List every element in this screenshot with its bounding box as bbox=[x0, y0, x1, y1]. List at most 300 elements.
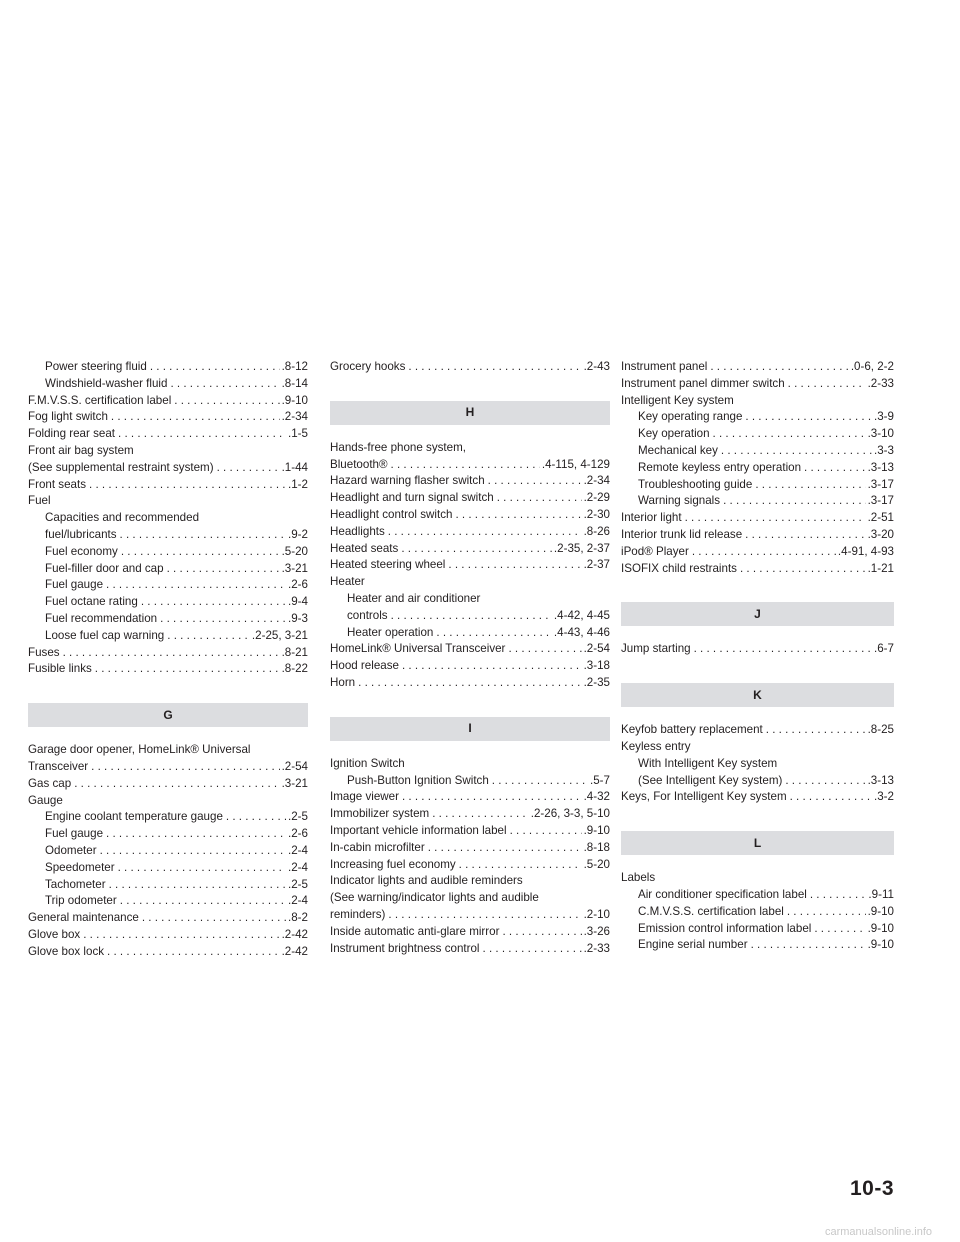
index-entry bbox=[621, 561, 894, 578]
index-entry-page: .1-2 bbox=[288, 477, 308, 491]
index-entry bbox=[28, 611, 308, 628]
dot-leader bbox=[118, 860, 286, 877]
index-heading-text: Indicator lights and audible reminders bbox=[330, 874, 523, 888]
index-heading bbox=[330, 591, 610, 608]
index-entry-term: Fuel octane rating bbox=[45, 595, 138, 609]
index-entry-page: .2-54 bbox=[281, 759, 308, 773]
index-entry-page: .4-32 bbox=[583, 790, 610, 804]
index-entry-term: Fuel recommendation bbox=[45, 611, 158, 625]
index-entry-page: .3-26 bbox=[583, 924, 610, 938]
index-heading bbox=[28, 493, 308, 510]
index-entry bbox=[621, 409, 894, 426]
index-entry bbox=[28, 826, 308, 843]
index-entry bbox=[621, 921, 894, 938]
index-entry-term: Fuel gauge bbox=[45, 827, 104, 841]
index-entry bbox=[28, 477, 308, 494]
dot-leader bbox=[448, 557, 581, 574]
index-entry bbox=[28, 577, 308, 594]
index-entry-page: .2-54 bbox=[583, 642, 610, 656]
index-entry bbox=[28, 460, 308, 477]
index-entry-term: Speedometer bbox=[45, 860, 115, 874]
index-entry bbox=[28, 409, 308, 426]
index-heading bbox=[621, 756, 894, 773]
index-entry-page: .8-2 bbox=[288, 911, 308, 925]
dot-leader bbox=[710, 359, 848, 376]
dot-leader bbox=[694, 641, 872, 658]
index-entry-term: Inside automatic anti-glare mirror bbox=[330, 924, 500, 938]
index-entry bbox=[621, 359, 894, 376]
dot-leader bbox=[391, 457, 540, 474]
index-entry-page: .9-11 bbox=[868, 887, 894, 901]
dot-leader bbox=[745, 409, 872, 426]
index-entry-page: .2-35, 2-37 bbox=[553, 541, 610, 555]
index-entry-term: Interior light bbox=[621, 511, 682, 525]
dot-leader bbox=[804, 460, 866, 477]
index-entry bbox=[621, 376, 894, 393]
index-entry-page: .2-33 bbox=[867, 376, 894, 390]
index-entry-page: .5-7 bbox=[590, 773, 610, 787]
dot-leader bbox=[167, 628, 250, 645]
dot-leader bbox=[106, 577, 286, 594]
index-entry-page: .4-115, 4-129 bbox=[541, 457, 610, 471]
index-entry-page: .3-13 bbox=[867, 460, 894, 474]
index-entry-page: .0-6, 2-2 bbox=[850, 360, 894, 373]
page-number: 10-3 bbox=[849, 1177, 894, 1200]
index-entry-page: .3-18 bbox=[583, 659, 610, 673]
dot-leader bbox=[402, 789, 582, 806]
dot-leader bbox=[790, 789, 872, 806]
index-entry-term: Image viewer bbox=[330, 790, 399, 804]
index-entry bbox=[330, 857, 610, 874]
dot-leader bbox=[685, 510, 866, 527]
index-entry bbox=[330, 359, 610, 376]
dot-leader bbox=[755, 477, 865, 494]
index-entry bbox=[28, 776, 308, 793]
index-entry-page: .8-12 bbox=[281, 360, 308, 373]
index-entry-page: .2-4 bbox=[288, 860, 308, 874]
index-entry-page: .3-20 bbox=[867, 527, 894, 541]
index-entry-page: .4-91, 4-93 bbox=[837, 544, 894, 558]
index-entry-page: .9-10 bbox=[867, 904, 894, 918]
index-entry-page: .8-26 bbox=[583, 524, 610, 538]
dot-leader bbox=[408, 359, 581, 376]
index-entry-term: Trip odometer bbox=[45, 894, 117, 908]
index-heading bbox=[330, 890, 610, 907]
index-heading-text: Intelligent Key system bbox=[621, 393, 734, 407]
dot-leader bbox=[100, 843, 286, 860]
index-entry bbox=[330, 473, 610, 490]
index-entry-term: Heated seats bbox=[330, 541, 399, 555]
index-entry bbox=[28, 843, 308, 860]
index-entry-term: Engine coolant temperature gauge bbox=[45, 810, 223, 824]
dot-leader bbox=[226, 809, 286, 826]
index-entry-term: Tachometer bbox=[45, 877, 106, 891]
index-heading-text: Heater and air conditioner bbox=[347, 591, 481, 605]
index-entry-term: Horn bbox=[330, 675, 356, 689]
index-heading-text: Ignition Switch bbox=[330, 756, 405, 770]
index-entry bbox=[330, 941, 610, 958]
index-entry bbox=[28, 594, 308, 611]
index-entry bbox=[621, 510, 894, 527]
index-heading bbox=[330, 873, 610, 890]
dot-leader bbox=[142, 910, 286, 927]
index-entry bbox=[28, 426, 308, 443]
index-entry-page: .5-20 bbox=[583, 857, 610, 871]
dot-leader bbox=[497, 490, 582, 507]
index-entry-term: Key operation bbox=[638, 427, 710, 441]
index-entry-page: .4-43, 4-46 bbox=[553, 625, 610, 639]
index-heading-text: Heater bbox=[330, 575, 365, 589]
index-entry-term: Troubleshooting guide bbox=[638, 477, 753, 491]
dot-leader bbox=[106, 826, 286, 843]
index-entry-term: Interior trunk lid release bbox=[621, 527, 743, 541]
index-entry bbox=[28, 759, 308, 776]
index-entry-term: (See Intelligent Key system) bbox=[638, 773, 783, 787]
index-entry-page: .2-6 bbox=[288, 827, 308, 841]
index-entry-page: .2-26, 3-3, 5-10 bbox=[530, 807, 610, 821]
dot-leader bbox=[510, 823, 582, 840]
index-entry bbox=[330, 823, 610, 840]
index-entry bbox=[28, 645, 308, 662]
dot-leader bbox=[459, 857, 582, 874]
index-entry-term: Headlights bbox=[330, 524, 385, 538]
section-letter-header: K bbox=[621, 683, 894, 707]
index-entry bbox=[28, 809, 308, 826]
index-entry-term: Fuel-filler door and cap bbox=[45, 561, 164, 575]
index-entry bbox=[621, 544, 894, 561]
index-entry bbox=[330, 457, 610, 474]
index-entry-page: .9-2 bbox=[288, 527, 308, 541]
index-heading-text: (See warning/indicator lights and audible bbox=[330, 891, 539, 905]
index-heading bbox=[28, 443, 308, 460]
index-entry-term: Windshield-washer fluid bbox=[45, 376, 168, 390]
index-entry bbox=[28, 393, 308, 410]
index-entry bbox=[28, 628, 308, 645]
watermark: carmanualsonline.info bbox=[824, 1226, 932, 1238]
index-entry-term: Jump starting bbox=[621, 642, 691, 656]
section-letter-header: H bbox=[330, 401, 610, 425]
index-entry bbox=[621, 789, 894, 806]
dot-leader bbox=[721, 443, 872, 460]
index-entry bbox=[330, 641, 610, 658]
dot-leader bbox=[508, 641, 581, 658]
dot-leader bbox=[107, 944, 280, 961]
index-entry-term: Key operating range bbox=[638, 410, 743, 424]
section-letter-header: I bbox=[330, 717, 610, 741]
index-column-2 bbox=[330, 359, 610, 957]
index-entry-term: fuel/lubricants bbox=[45, 527, 117, 541]
index-entry-page: .2-30 bbox=[583, 507, 610, 521]
index-column-3 bbox=[621, 359, 894, 954]
index-entry-page: .6-7 bbox=[874, 642, 894, 656]
index-entry bbox=[621, 887, 894, 904]
index-entry-term: Important vehicle information label bbox=[330, 823, 507, 837]
index-entry-page: .2-6 bbox=[288, 578, 308, 592]
index-entry-page: .2-34 bbox=[281, 410, 308, 424]
index-entry-page: .2-4 bbox=[288, 894, 308, 908]
index-heading-text: Keyless entry bbox=[621, 739, 691, 753]
index-entry-page: .3-21 bbox=[281, 776, 308, 790]
index-entry-page: .8-18 bbox=[583, 840, 610, 854]
index-heading-text: Garage door opener, HomeLink® Universal bbox=[28, 743, 251, 757]
index-entry-term: Fuses bbox=[28, 645, 60, 659]
dot-leader bbox=[95, 661, 280, 678]
index-entry-page: .8-14 bbox=[281, 376, 308, 390]
index-entry-page: .2-51 bbox=[867, 511, 894, 525]
dot-leader bbox=[89, 477, 286, 494]
dot-leader bbox=[91, 759, 279, 776]
dot-leader bbox=[751, 937, 866, 954]
index-entry-page: .3-9 bbox=[874, 410, 894, 424]
index-entry-page: .2-37 bbox=[583, 558, 610, 572]
index-entry-page: .5-20 bbox=[281, 544, 308, 558]
index-entry-term: Glove box lock bbox=[28, 944, 105, 958]
index-entry-page: .8-22 bbox=[281, 662, 308, 676]
index-entry-page: .2-5 bbox=[288, 877, 308, 891]
dot-leader bbox=[692, 544, 836, 561]
dot-leader bbox=[150, 359, 280, 376]
index-entry-page: .2-43 bbox=[583, 360, 610, 373]
index-entry bbox=[28, 359, 308, 376]
dot-leader bbox=[109, 877, 286, 894]
index-entry-page: .1-5 bbox=[288, 427, 308, 441]
dot-leader bbox=[174, 393, 279, 410]
index-entry-page: .2-4 bbox=[288, 843, 308, 857]
index-entry-term: controls bbox=[347, 608, 388, 622]
index-entry-term: Loose fuel cap warning bbox=[45, 628, 165, 642]
index-entry-term: Headlight and turn signal switch bbox=[330, 491, 494, 505]
index-entry bbox=[621, 641, 894, 658]
index-heading bbox=[621, 870, 894, 887]
index-entry-page: .8-25 bbox=[867, 723, 894, 737]
dot-leader bbox=[111, 409, 280, 426]
index-entry-term: Hood release bbox=[330, 659, 399, 673]
index-entry-term: Instrument panel bbox=[621, 360, 708, 373]
index-heading bbox=[621, 393, 894, 410]
index-entry-page: .3-17 bbox=[867, 494, 894, 508]
index-entry bbox=[28, 561, 308, 578]
index-entry-page: .3-3 bbox=[874, 443, 894, 457]
index-entry bbox=[621, 493, 894, 510]
dot-leader bbox=[74, 776, 279, 793]
index-entry-term: Bluetooth® bbox=[330, 457, 388, 471]
index-entry-term: Gas cap bbox=[28, 776, 72, 790]
index-heading-text: Labels bbox=[621, 871, 656, 885]
dot-leader bbox=[787, 904, 866, 921]
dot-leader bbox=[141, 594, 286, 611]
index-entry-page: .9-10 bbox=[281, 393, 308, 407]
dot-leader bbox=[745, 527, 865, 544]
index-entry bbox=[28, 910, 308, 927]
index-entry-page: .9-10 bbox=[867, 921, 894, 935]
index-entry-page: .3-17 bbox=[867, 477, 894, 491]
index-heading bbox=[28, 742, 308, 759]
index-entry-page: .9-10 bbox=[583, 823, 610, 837]
index-entry-term: Heater operation bbox=[347, 625, 434, 639]
dot-leader bbox=[83, 927, 279, 944]
dot-leader bbox=[788, 376, 866, 393]
index-heading bbox=[330, 756, 610, 773]
index-entry bbox=[28, 661, 308, 678]
index-entry bbox=[330, 608, 610, 625]
dot-leader bbox=[766, 722, 866, 739]
index-entry-page: .2-10 bbox=[583, 907, 610, 921]
index-entry bbox=[621, 937, 894, 954]
index-entry bbox=[330, 907, 610, 924]
dot-leader bbox=[388, 907, 581, 924]
index-entry-page: .3-21 bbox=[281, 561, 308, 575]
dot-leader bbox=[432, 806, 529, 823]
index-entry-term: Odometer bbox=[45, 843, 97, 857]
index-heading-text: With Intelligent Key system bbox=[638, 756, 778, 770]
dot-leader bbox=[120, 527, 286, 544]
index-entry-term: (See supplemental restraint system) bbox=[28, 460, 214, 474]
dot-leader bbox=[63, 645, 280, 662]
index-entry bbox=[621, 426, 894, 443]
dot-leader bbox=[401, 541, 552, 558]
index-entry bbox=[621, 477, 894, 494]
index-entry-page: .1-21 bbox=[867, 561, 894, 575]
section-letter-header: G bbox=[28, 703, 308, 727]
dot-leader bbox=[358, 675, 581, 692]
dot-leader bbox=[170, 376, 279, 393]
index-entry-term: Immobilizer system bbox=[330, 807, 430, 821]
index-entry bbox=[28, 860, 308, 877]
dot-leader bbox=[488, 473, 582, 490]
index-entry bbox=[330, 557, 610, 574]
index-entry bbox=[330, 789, 610, 806]
index-entry-term: Instrument brightness control bbox=[330, 941, 480, 955]
index-entry-term: Air conditioner specification label bbox=[638, 887, 807, 901]
index-heading-text: Hands-free phone system, bbox=[330, 440, 466, 454]
index-entry-term: Instrument panel dimmer switch bbox=[621, 376, 785, 390]
index-entry-term: HomeLink® Universal Transceiver bbox=[330, 642, 506, 656]
index-entry-page: .4-42, 4-45 bbox=[553, 608, 610, 622]
index-entry-page: .2-35 bbox=[583, 675, 610, 689]
index-entry-page: .3-13 bbox=[867, 773, 894, 787]
index-entry-term: Power steering fluid bbox=[45, 360, 147, 373]
dot-leader bbox=[167, 561, 280, 578]
index-entry-term: Fuel economy bbox=[45, 544, 118, 558]
dot-leader bbox=[502, 924, 581, 941]
index-entry bbox=[621, 443, 894, 460]
index-entry bbox=[28, 544, 308, 561]
index-heading bbox=[330, 440, 610, 457]
index-entry-term: Glove box bbox=[28, 927, 81, 941]
index-entry-term: Transceiver bbox=[28, 759, 89, 773]
index-entry bbox=[330, 924, 610, 941]
index-heading-text: Fuel bbox=[28, 494, 51, 508]
index-entry-term: Remote keyless entry operation bbox=[638, 460, 802, 474]
index-entry-page: .3-10 bbox=[867, 427, 894, 441]
index-entry bbox=[28, 527, 308, 544]
index-entry-page: .8-21 bbox=[281, 645, 308, 659]
index-entry-term: Headlight control switch bbox=[330, 507, 453, 521]
dot-leader bbox=[391, 608, 552, 625]
index-entry bbox=[330, 658, 610, 675]
index-entry bbox=[330, 625, 610, 642]
section-letter-header: J bbox=[621, 602, 894, 626]
index-entry-term: Keys, For Intelligent Key system bbox=[621, 790, 787, 804]
dot-leader bbox=[388, 524, 582, 541]
index-heading-text: Capacities and recommended bbox=[45, 511, 200, 525]
index-entry-term: Increasing fuel economy bbox=[330, 857, 456, 871]
dot-leader bbox=[492, 773, 588, 790]
index-entry-term: In-cabin microfilter bbox=[330, 840, 425, 854]
index-entry bbox=[330, 490, 610, 507]
index-heading bbox=[28, 793, 308, 810]
dot-leader bbox=[118, 426, 286, 443]
index-entry bbox=[330, 507, 610, 524]
index-entry bbox=[621, 773, 894, 790]
index-entry bbox=[330, 806, 610, 823]
index-entry-page: .2-5 bbox=[288, 810, 308, 824]
index-entry-term: Mechanical key bbox=[638, 443, 718, 457]
index-entry bbox=[28, 944, 308, 961]
index-entry-term: C.M.V.S.S. certification label bbox=[638, 904, 784, 918]
index-column-1 bbox=[28, 359, 308, 961]
index-heading-text: Front air bag system bbox=[28, 443, 134, 457]
index-entry-term: Emission control information label bbox=[638, 921, 812, 935]
index-entry bbox=[330, 524, 610, 541]
index-heading bbox=[28, 510, 308, 527]
index-entry-term: Keyfob battery replacement bbox=[621, 723, 763, 737]
index-entry-term: Engine serial number bbox=[638, 938, 748, 952]
index-entry-page: .2-33 bbox=[583, 941, 610, 955]
index-entry bbox=[621, 722, 894, 739]
dot-leader bbox=[723, 493, 866, 510]
index-entry-term: ISOFIX child restraints bbox=[621, 561, 737, 575]
index-entry-page: .3-2 bbox=[874, 790, 894, 804]
index-entry-term: Grocery hooks bbox=[330, 360, 406, 373]
index-entry-term: Fog light switch bbox=[28, 410, 108, 424]
dot-leader bbox=[402, 658, 582, 675]
index-entry-page: .2-42 bbox=[281, 927, 308, 941]
index-entry bbox=[621, 460, 894, 477]
dot-leader bbox=[483, 941, 582, 958]
index-entry bbox=[28, 893, 308, 910]
index-entry bbox=[28, 927, 308, 944]
index-entry-term: Warning signals bbox=[638, 494, 721, 508]
dot-leader bbox=[740, 561, 866, 578]
index-entry-page: .1-44 bbox=[281, 460, 308, 474]
index-entry bbox=[330, 675, 610, 692]
dot-leader bbox=[713, 426, 866, 443]
dot-leader bbox=[455, 507, 581, 524]
dot-leader bbox=[785, 773, 865, 790]
dot-leader bbox=[428, 840, 582, 857]
index-entry-term: General maintenance bbox=[28, 911, 139, 925]
index-heading bbox=[330, 574, 610, 591]
index-entry-term: Push-Button Ignition Switch bbox=[347, 773, 489, 787]
index-entry bbox=[330, 773, 610, 790]
index-entry bbox=[621, 527, 894, 544]
index-entry-term: Hazard warning flasher switch bbox=[330, 474, 485, 488]
dot-leader bbox=[814, 921, 865, 938]
index-entry bbox=[28, 877, 308, 894]
index-entry-page: .2-25, 3-21 bbox=[251, 628, 308, 642]
index-entry-page: .9-4 bbox=[288, 595, 308, 609]
index-entry-page: .2-29 bbox=[583, 491, 610, 505]
index-entry bbox=[28, 376, 308, 393]
index-entry-term: iPod® Player bbox=[621, 544, 689, 558]
index-entry-term: Front seats bbox=[28, 477, 86, 491]
index-entry-page: .2-34 bbox=[583, 474, 610, 488]
dot-leader bbox=[121, 544, 280, 561]
index-entry bbox=[330, 541, 610, 558]
dot-leader bbox=[120, 893, 286, 910]
dot-leader bbox=[160, 611, 286, 628]
